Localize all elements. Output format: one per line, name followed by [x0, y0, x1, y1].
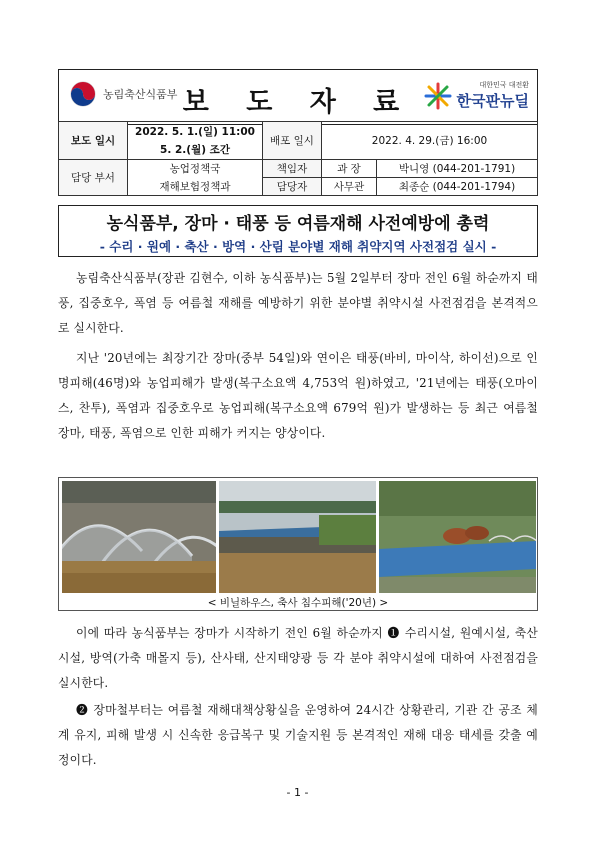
dist-date-label: 배포 일시 — [263, 122, 322, 160]
body-paragraph-1: 농림축산식품부(장관 김현수, 이하 농식품부)는 5월 2일부터 장마 전인 6월 하순까지 태풍, 집중호우, 폭염 등 여름철 재해를 예방하기 위한 분야별 취약시설 사전점검을 본격적으로 실시한다. — [58, 271, 538, 335]
report-date-value-1: 2022. 5. 1.(일) 11:00 — [128, 122, 263, 141]
charge-value: 최종순 (044-201-1794) — [377, 178, 538, 196]
dist-date-value: 2022. 4. 29.(금) 16:00 — [322, 122, 538, 160]
new-deal-star-icon — [423, 81, 453, 111]
release-info-table — [58, 121, 538, 196]
body-paragraph-4: ❷ 장마철부터는 여름철 재해대책상황실을 운영하여 24시간 상황관리, 기관 간 공조 체계 유지, 피해 발생 시 신속한 응급복구 및 기술지원 등 본격적인 재해 대응 태세를 갖출 예정이다. — [58, 703, 538, 767]
charge-label: 담당자 — [263, 178, 322, 196]
flooded-greenhouse-photo — [62, 481, 216, 593]
resp-label: 책임자 — [263, 160, 322, 178]
photo-panel — [58, 477, 538, 611]
report-date-label: 보도 일시 — [59, 122, 128, 160]
charge-title: 사무관 — [322, 178, 377, 196]
headline-sub: - 수리 · 원예 · 축산 · 방역 · 산림 분야별 재해 취약지역 사전점검 실시 - — [99, 239, 497, 254]
flooded-barn-photo — [219, 481, 376, 593]
new-deal-logo — [423, 80, 529, 111]
new-deal-name: 한국판뉴딜 — [456, 92, 529, 110]
resp-value: 박니영 (044-201-1791) — [377, 160, 538, 178]
resp-title: 과 장 — [322, 160, 377, 178]
page-number: - 1 - — [286, 786, 309, 799]
dept-value-2: 재해보험정책과 — [128, 178, 263, 196]
new-deal-slogan: 대한민국 대전환 — [479, 81, 529, 89]
document-title: 보 도 자 료 — [182, 87, 414, 118]
body-paragraph-2: 지난 '20년에는 최장기간 장마(중부 54일)와 연이은 태풍(바비, 마이삭, 하이선)으로 인명피해(46명)와 농업피해가 발생(복구소요액 4,753억 원)하였고, '21년에는 태풍(오마이스, 찬투), 폭염과 집중호우로 농업피해(복구소요액 679억 원)가 발생하는 등 최근 여름철 장마, 태풍, 폭염으로 인한 피해가 커지는 양상이다. — [58, 351, 538, 440]
cattle-on-roof-photo — [379, 481, 536, 593]
dept-value-1: 농업정책국 — [128, 160, 263, 178]
ministry-name: 농림축산식품부 — [103, 88, 178, 101]
dept-label: 담당 부서 — [59, 160, 128, 196]
press-release-header — [58, 69, 538, 125]
headline-box — [58, 205, 538, 257]
headline-main: 농식품부, 장마 · 태풍 등 여름재해 사전예방에 총력 — [106, 214, 490, 234]
report-date-value-2: 5. 2.(월) 조간 — [128, 141, 263, 160]
photo-caption: < 비닐하우스, 축사 침수피해('20년) > — [207, 597, 389, 609]
body-paragraph-3: 이에 따라 농식품부는 장마가 시작하기 전인 6월 하순까지 ❶ 수리시설, 원예시설, 축산시설, 방역(가축 매몰지 등), 산사태, 산지태양광 등 각 분야 취약시설에 대하여 사전점검을 실시한다. — [58, 626, 538, 690]
